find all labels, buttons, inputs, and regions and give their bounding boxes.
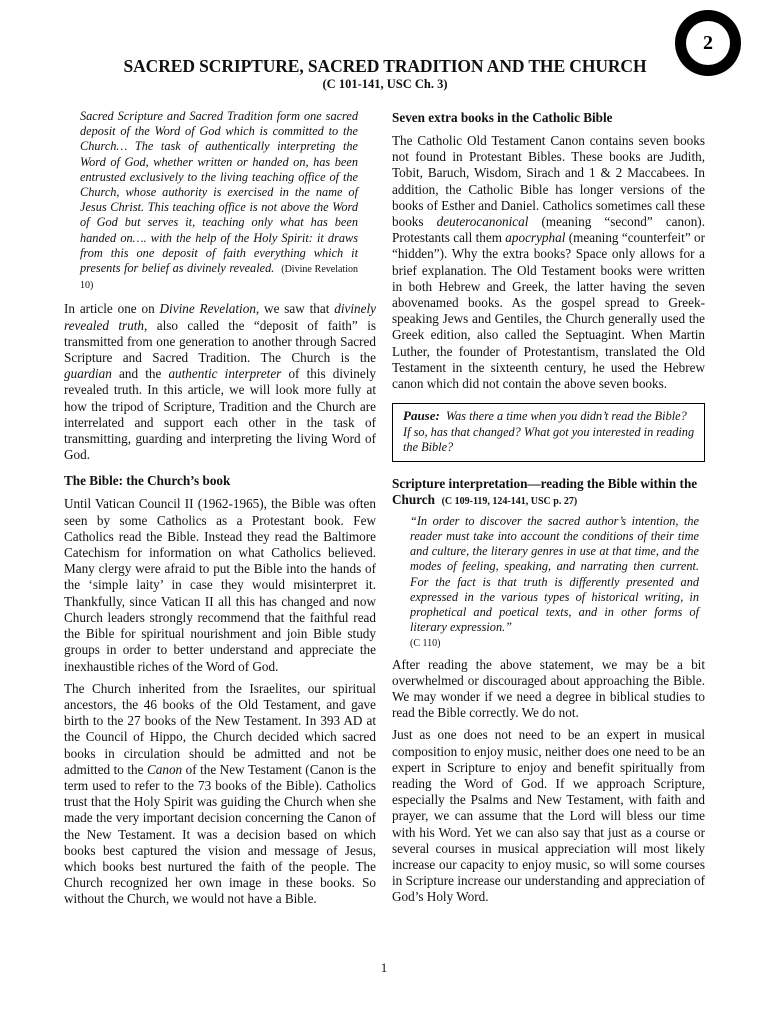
intro-emphasis: Divine Revelation, — [159, 301, 260, 317]
intro-emphasis: guardian — [64, 366, 112, 382]
page-subtitle: (C 101-141, USC Ch. 3) — [322, 77, 448, 91]
intro-emphasis: authentic interpreter — [168, 366, 282, 382]
opening-quote — [64, 109, 376, 293]
interpretation-heading-text: Scripture interpretation—reading the Bible within the Church — [392, 475, 698, 507]
intro-text: In article one on — [64, 301, 160, 317]
bible-paragraph-2-text: The Church inherited from the Israelites, our spiritual ancestors, the 46 books of the Old Testament, and gave birth to the 27 books of the New Testament. In 393 AD at the Council of Hippo, the Church decided which sacred books in circulation should be admitted and not be admitted to the — [64, 680, 376, 777]
intro-text: we saw that — [259, 301, 335, 317]
opening-quote-source: (Divine Revelation 10) — [80, 264, 358, 292]
page-number-badge-label: 2 — [686, 21, 730, 65]
opening-quote-text: Sacred Scripture and Sacred Tradition form one sacred deposit of the Word of God which is committed to the Church… The task of authentically interpreting the Word of God, whether written or handed on, has been entrusted exclusively to the living teaching office of the Church, whose authority is exercised in the name of Jesus Christ. This teaching office is not above the Word of God but serves it, teaching only what has been handed on…. with the help of the Holy Spirit: it draws from this one deposit of faith everything which it presents for belief as divinely revealed. — [80, 109, 358, 276]
after-reading-paragraph: After reading the above statement, we may be a bit overwhelmed or discouraged about approaching the Bible. We may wonder if we need a degree in biblical studies to read the Bible correctly. We do not. — [392, 656, 705, 721]
section-heading-seven-books: Seven extra books in the Catholic Bible — [392, 110, 613, 125]
seven-books-emphasis: apocryphal — [505, 230, 566, 246]
section-heading-bible: The Bible: the Church’s book — [64, 473, 231, 489]
seven-books-emphasis: deuterocanonical — [436, 214, 529, 230]
seven-books-text: The Catholic Old Testament Canon contains seven books not found in Protestant Bibles. These books are Judith, Tobit, Baruch, Wisdom, Sirach and 1 & 2 Maccabees. In addition, the Catholic Bible has longer versions of the books of Esther and Daniel. Catholics sometimes call these books — [392, 133, 705, 230]
interpretation-quote — [392, 514, 705, 652]
intro-paragraph — [64, 301, 376, 463]
bible-paragraph-2-text: of the New Testament (Canon is the term used to refer to the 73 books of the Bible). Catholics trust that the Holy Spirit was guiding the Church when she made the very important decision concerning the Canon of the New Testament. It was a decision based on which books best captured the vision and message of Jesus, which books best nurtured the faith of the people. The Church recognized her own image in these books. So without the Church, we would not have a Bible. — [64, 761, 377, 907]
page-number-badge — [675, 10, 741, 76]
pause-text: Was there a time when you didn’t read the Bible? If so, has that changed? What got you interested in reading the Bible? — [403, 409, 695, 455]
page-number: 1 — [380, 960, 388, 975]
page-title: SACRED SCRIPTURE, SACRED TRADITION AND THE CHURCH — [123, 56, 647, 76]
seven-books-paragraph — [392, 133, 705, 392]
music-analogy-paragraph: Just as one does not need to be an expert in musical composition to enjoy music, neither does one need to be an expert in Scripture to enjoy and benefit spiritually from reading the Word of God. If we approach Scripture, especially the Psalms and New Testament, with faith and prayer, we can assume that the Lord will bless our time with his Word. Yet we can also say that just as a course or several courses in musical appreciation will most likely increase our capacity to enjoy music, so will some courses in Scripture increase our understanding and appreciation of God’s Holy Word. — [392, 727, 705, 905]
interpretation-quote-source: (C 110) — [410, 638, 441, 650]
seven-books-text: (meaning “counterfeit” or “hidden”). Why the extra books? Space only allows for a brief explanation. The Old Testament books were written in both Hebrew and Greek, the latter having the seven abovenamed books. As the gospel spread to Greek-speaking Jews and Gentiles, the Church generally used the Greek edition, also called the Septuagint. When Martin Luther, the founder of Protestantism, translated the Old Testament in the sixteenth century, he used the Hebrew canon which did not contain the above seven books. — [392, 230, 705, 392]
interpretation-quote-text: “In order to discover the sacred author’s intention, the reader must take into account the conditions of their time and culture, the literary genres in use at that time, and the modes of feeling, speaking, and narrating then current. For the fact is that truth is differently presented and expressed in the various types of historical writing, in prophetical and poetical texts, and in other forms of literary expression.” — [410, 513, 699, 635]
left-column — [64, 109, 376, 908]
interpretation-reference: (C 109-119, 124-141, USC p. 27) — [441, 495, 578, 507]
intro-text: of this divinely revealed truth. In this article, we will look more fully at how the tripod of Scripture, Tradition and the Church are interrelated and support each other in the task of transmitting, guarding and interpreting the living Word of God. — [64, 366, 376, 463]
seven-books-text: (meaning “second” canon). Protestants call them — [392, 214, 705, 246]
section-heading-interpretation — [392, 476, 705, 510]
intro-emphasis: divinely revealed truth, — [64, 301, 376, 333]
bible-paragraph-2 — [64, 681, 376, 908]
right-column — [392, 109, 705, 906]
intro-text: also called the “deposit of faith” is transmitted from one generation to another through Sacred Scripture and Sacred Tradition. The Church is the — [64, 317, 376, 366]
pause-label: Pause: — [403, 408, 440, 424]
intro-text: and the — [111, 366, 169, 382]
pause-box — [392, 403, 705, 462]
bible-paragraph-2-emphasis: Canon — [146, 761, 183, 777]
bible-paragraph-1: Until Vatican Council II (1962-1965), the Bible was often seen by some Catholics as a Protestant book. Few Catholics read the Bible. Instead they read the Baltimore Catechism for information on what Catholics believed. Many clergy were afraid to put the Bible into the hands of the ‘simple laity’ in case they would misinterpret it. Thankfully, since Vatican II all this has changed and now Church leaders strongly recommend that the faithful read the Bible for spiritual nourishment and join Bible study groups in order to better understand and appreciate the inexhaustible riches of the Word of God. — [64, 496, 376, 674]
